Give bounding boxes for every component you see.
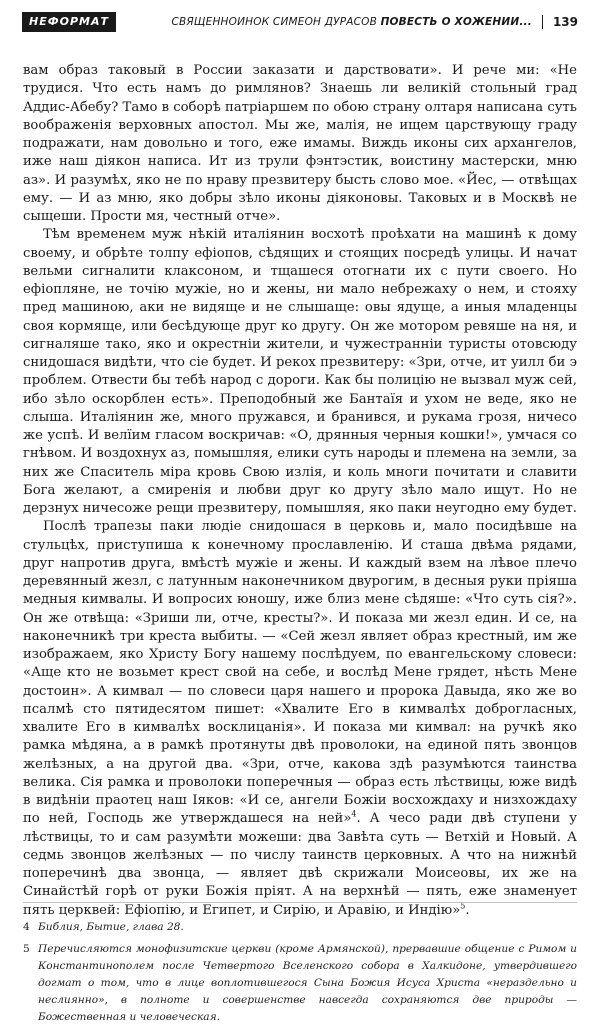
footnote-ref-4[interactable]: 4 bbox=[351, 809, 357, 819]
author-name: СВЯЩЕННОИНОК СИМЕОН ДУРАСОВ bbox=[171, 16, 378, 28]
main-text bbox=[23, 62, 577, 920]
paragraph-3-end: . bbox=[465, 902, 470, 918]
footnote-4 bbox=[23, 919, 577, 936]
running-title bbox=[172, 16, 532, 28]
paragraph-3 bbox=[23, 518, 577, 920]
running-header bbox=[22, 9, 578, 35]
header-divider bbox=[542, 15, 543, 29]
paragraph-3-text: Послѣ трапезы паки людіе снидошася в церковь и, мало посидѣвше на стульцѣх, приступиша к конечному прославленію. И сташа двѣма рядами, друг напротив друга, вмѣстѣ мужіе и жены. И каждый взем на лѣвое плечо деревянный жезл, с латунным наконечником двурогим, в десныя руки пріяша медныя кимвалы. И вопросих юношу, иже близ мене сѣдяше: «Что суть сія?». Он же отвѣща: «Зриши ли, отче, кресты?». И показа ми жезл един. И се, на наконечникѣ три креста выбиты. — «Сей жезл являет образ крестный, им же изображаем, яко Христу Богу нашему послѣдуем, по евангельскому словеси: «Аще кто не возьмет крест свой на себе, и вослѣд Мене грядет, нѣсть Мене достоин». А кимвал — по словеси царя нашего и пророка Давыда, яко же во псалмѣ сто пятидесятом пишет: «Хвалите Его в кимвалѣх доброгласных, хвалите Его в кимвалѣх восклицанія». И показа ми кимвал: на ручкѣ яко рамка мѣдяна, а в рамкѣ протянуты двѣ проволоки, на единой пять звонцов желѣзных, а на другой два. «Зри, отче, какова здѣ разумѣются таинства велика. Сія рамка и проволоки поперечныя — образ есть лѣствицы, юже видѣ в видѣніи праотец наш Іяков: «И се, ангели Божіи восхождаху и низхождаху по ней, Господь же утверждашеся на ней» bbox=[23, 519, 577, 827]
footnote-number: 4 bbox=[23, 921, 30, 933]
footnote-number: 5 bbox=[23, 943, 30, 955]
footnote-text: Перечисляются монофизитские церкви (кроме Армянской), прервавшие общение с Римом и Константинополем после Четвертого Вселенского собора в Халкидоне, утвердившего догмат о том, что в лице воплотившегося Сына Божия Исуса Христа «нераздельно и неслиянно», в полноте и совершенстве навсегда сохраняются две природы — Божественная и человеческая. bbox=[38, 943, 577, 1023]
paragraph-1: вам образ таковый в России заказати и дарствовати». И рече ми: «Не трудися. Что есть намъ до римлянов? Знаешь ли великій стольный град Аддис-Абебу? Тамо в соборѣ патріаршем по обою страну олтаря написана суть воображенія верховных апостол. Мы же, малія, не ищем царствующу граду подражати, нам довольно и того, еже имамы. Виждь иконы сих архангелов, иже наш діякон написа. Ит из трули фэнтэстик, воистину мастерски, мню аз». И разумѣх, яко не по нраву презвитеру бысть слово мое. «Йес, — отвѣщах ему. — И аз мню, яко добры зѣло иконы діяконовы. Таковых и в Москвѣ не сыщеши. Прости мя, честный отче». bbox=[23, 63, 577, 224]
paragraph-2: Тѣм временем муж нѣкій италіянин восхотѣ проѣхати на машинѣ к дому своему, и обрѣте толпу ефіопов, сѣдящих и стоящих посредѣ улицы. И начат вельми сигналити клаксоном, и тщашеся отогнати их с пути своего. Но ефіопляне, не точію мужіе, но и жены, ни мало небрежаху о нем, и стояху пред машиною, аки не видяще и не слышаще: овы ядуще, а иныя младенцы своя кормяще, или бесѣдующе друг ко другу. Он же мотором ревяше на ня, и сигналяше тако, яко и окрестніи жители, и чужестранніи туристы отовсюду снидошася видѣти, что сіе будет. И рекох презвитеру: «Зри, отче, ит уилл би э проблем. Отвести бы тебѣ народ с дороги. Как бы полицію не вызвал муж сей, ибо зѣло оскорблен есть». Преподобный же Бантаїя и ухом не веде, яко не слыша. Италіянин же, много пружався, и бранився, и рукама грозя, ничесо же успѣ. И велїим гласом воскричав: «О, дрянныя черныя кошки!», умчася со гнѣвом. И воздохнух аз, помышляя, елики суть народы и племена на земли, за них же Спаситель міра кровь Свою излія, и коль многи почитати и славити Бога желают, а смиренія и любви друг ко другу зѣло мало ищут. Но не дерзнух ничесоже рещи презвитеру, помышляя, яко паки неугодно ему будет. bbox=[23, 227, 577, 516]
section-badge: НЕФОРМАТ bbox=[22, 12, 116, 32]
footnote-divider bbox=[23, 902, 577, 903]
footnote-5 bbox=[23, 941, 577, 1026]
paragraph-3-tail: . А чесо ради двѣ ступени у лѣствицы, то и сам разумѣти можеши: два Завѣта суть — Ветхій и Новый. А седмь звонцов желѣзных — по числу таинств церковных. А что на нижнѣй поперечинѣ два звонца, — являет двѣ скрижали Моисеовы, их же на Синайстѣй горѣ от руки Божія пріят. А на верхнѣй — пять, еже знаменует пять церквей: Ефіопію, и Египет, и Сирію, и Аравію, и Индію» bbox=[23, 811, 577, 918]
footnotes bbox=[23, 919, 577, 1026]
page-number: 139 bbox=[552, 15, 578, 29]
work-title: ПОВЕСТЬ О ХОЖЕНИИ... bbox=[380, 16, 532, 28]
footnote-text: Библия, Бытие, глава 28. bbox=[38, 921, 184, 933]
footnote-ref-5[interactable]: 5 bbox=[460, 901, 466, 911]
